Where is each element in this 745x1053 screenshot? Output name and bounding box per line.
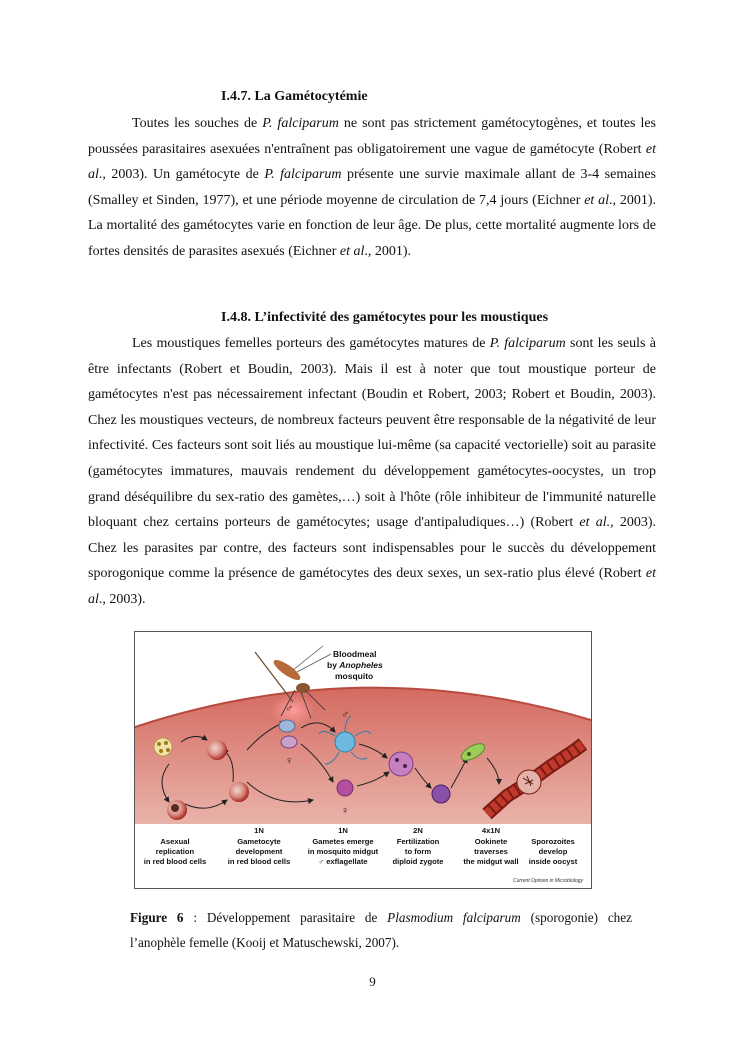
- stage-2-l3: in red blood cells: [227, 857, 291, 866]
- stage-4-l3: diploid zygote: [392, 857, 444, 866]
- stage-1-l2: replication: [155, 847, 195, 856]
- stage-1-l3: in red blood cells: [143, 857, 207, 866]
- page-number: 9: [369, 974, 376, 989]
- figure-credit: Current Opinion in Microbiology: [512, 878, 583, 884]
- stage-5-ploidy: 4x1N: [481, 826, 501, 835]
- female-symbol-2: ♀: [341, 805, 350, 817]
- stage-2-l1: Gametocyte: [237, 837, 281, 846]
- stage-4-ploidy: 2N: [413, 826, 423, 835]
- figure-sporogony-diagram: [134, 631, 592, 889]
- stage-2-ploidy: 1N: [254, 826, 264, 835]
- bloodmeal-label-3: mosquito: [335, 671, 374, 681]
- male-symbol-1: ♂: [285, 703, 294, 715]
- stage-3-l2: in mosquito midgut: [307, 847, 379, 856]
- male-symbol-2: ♂: [341, 709, 350, 721]
- paragraph-gametocytemie: Toutes les souches de P. falciparum ne sont pas strictement gamétocytogènes, et toutes les poussées parasitaires asexuées n'entraînent pas obligatoirement une vague de gamétocyte (Robert et al., 2003). Un gamétocyte de P. falciparum présente une survie maximale allant de 3-4 semaines (Smalley et Sinden, 1977), et une période moyenne de circulation de 7,4 jours (Eichner et al., 2001). La mortalité des gamétocytes varie en fonction de leur âge. De plus, cette mortalité augmente lors de fortes densités de parasites asexués (Eichner et al., 2001).: [88, 116, 656, 259]
- stage-3-l3: ♂ exflagellate: [318, 857, 368, 866]
- figure-caption: Figure 6 : Développement parasitaire de Plasmodium falciparum (sporogonie) chez l’anophèle femelle (Kooij et Matuschewski, 2007).: [130, 910, 632, 950]
- zygote: [389, 752, 413, 776]
- stage-4-l2: to form: [404, 847, 432, 856]
- bloodmeal-label-2: by Anopheles: [327, 660, 383, 670]
- section-heading-infectivite: I.4.8. L’infectivité des gamétocytes pour les moustiques: [221, 310, 549, 325]
- section-heading-gametocytemie: I.4.7. La Gamétocytémie: [221, 89, 368, 104]
- stage-5-l2: traverses: [474, 847, 508, 856]
- stage-5-l1: Ookinete: [474, 837, 508, 846]
- stage-6-l1: Sporozoites: [531, 837, 575, 846]
- stage-5-l3: the midgut wall: [463, 857, 519, 866]
- stage-3-l1: Gametes emerge: [312, 837, 374, 846]
- paragraph-infectivite: Les moustiques femelles porteurs des gamétocytes matures de P. falciparum sont les seuls à être infectants (Robert et Boudin, 2003). Mais il est à noter que tout moustique porteur de gamétocytes n'est pas nécessairement infectant (Boudin et Robert, 2003; Robert et Boudin, 2003). Chez les moustiques vecteurs, de nombreux facteurs peuvent être responsable de la négativité de leur infectivité. Ces facteurs sont soit liés au moustique lui-même (sa capacité vectorielle) soit au parasite (gamétocytes immatures, mauvais rendement du développement gamétocytes-oocystes, un trop grand déséquilibre du sex-ratio des gamètes,…) soit à l'hôte (rôle inhibiteur de l'immunité naturelle bloquant chez certains porteurs de gamétocytes; usage d'antipaludiques…) (Robert et al., 2003). Chez les parasites par contre, des facteurs sont indispensables pour le succès du développement sporogonique comme la présence de gamétocytes des deux sexes, un sex-ratio plus élevé (Robert et al., 2003).: [88, 336, 656, 607]
- stage-2-l2: development: [235, 847, 283, 856]
- bloodmeal-label-1: Bloodmeal: [333, 649, 377, 659]
- stage-4-l1: Fertilization: [396, 837, 440, 846]
- female-symbol-1: ♀: [285, 755, 294, 767]
- stage-6-l3: inside oocyst: [528, 857, 578, 866]
- stage-6-l2: develop: [538, 847, 568, 856]
- stage-1-l1: Asexual: [160, 837, 190, 846]
- stage-3-ploidy: 1N: [338, 826, 348, 835]
